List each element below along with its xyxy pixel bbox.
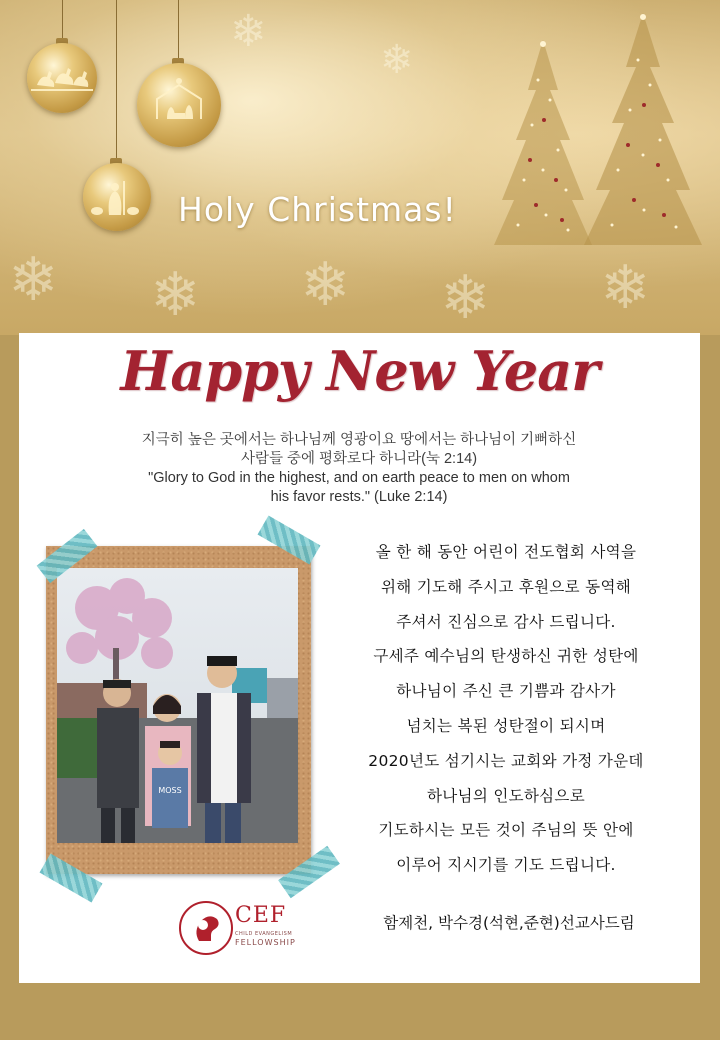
signature: 함제천, 박수경(석현,준현)선교사드림 [383,914,635,932]
snowflake-icon: ❄ [380,37,414,83]
snowflake-icon: ❄ [150,260,201,330]
cef-emblem-icon [179,901,233,955]
message-line: 넘치는 복된 성탄절이 되시며 [406,716,606,735]
snowflake-icon: ❄ [300,250,351,320]
verse-english-line: "Glory to God in the highest, and on earth peace to men on whom [148,470,570,486]
message-line: 주셔서 진심으로 감사 드립니다. [396,612,616,631]
photo-frame [46,546,311,874]
christmas-tree-icon [578,5,708,250]
greeting-card [19,333,700,983]
message-line: 하나님의 인도하심으로 [427,786,585,805]
happy-new-year-heading: Happy New Year [120,339,599,403]
family-photo [57,568,298,843]
holy-christmas-title: Holy Christmas! [178,190,457,229]
greeting-message [331,535,681,883]
ornament-string [178,0,179,62]
snowflake-icon: ❄ [600,253,651,323]
snowflake-icon: ❄ [8,245,59,315]
message-line: 이루어 지시기를 기도 드립니다. [396,856,616,875]
bible-verse [89,431,629,507]
shepherd-ornament-icon [83,163,151,231]
cef-name: CEF [235,903,287,928]
message-line: 위해 기도해 주시고 후원으로 동역해 [380,577,631,596]
message-line: 구세주 예수님의 탄생하신 귀한 성탄에 [373,647,639,666]
christmas-banner [0,0,720,335]
cef-subtitle: CHILD EVANGELISM [235,931,293,937]
verse-korean-line: 사람들 중에 평화로다 하니라(눅 2:14) [240,451,478,467]
verse-english-line: his favor rests." (Luke 2:14) [270,489,448,505]
message-line: 2020년도 섬기시는 교회와 가정 가운데 [368,751,644,770]
wise-men-ornament-icon [27,43,97,113]
verse-korean-line: 지극히 높은 곳에서는 하나님께 영광이요 땅에서는 하나님이 기뻐하신 [141,432,577,448]
cef-subtitle: FELLOWSHIP [235,938,296,947]
message-line: 하나님이 주신 큰 기쁨과 감사가 [396,682,616,701]
ornament-string [62,0,63,42]
nativity-ornament-icon [137,63,221,147]
message-line: 올 한 해 동안 어린이 전도협회 사역을 [375,543,637,561]
svg-text:MOSS: MOSS [158,786,182,795]
ornament-string [116,0,117,162]
snowflake-icon: ❄ [440,263,491,333]
message-line: 기도하시는 모든 것이 주님의 뜻 안에 [378,821,634,840]
cef-logo [179,901,299,961]
snowflake-icon: ❄ [230,6,267,57]
